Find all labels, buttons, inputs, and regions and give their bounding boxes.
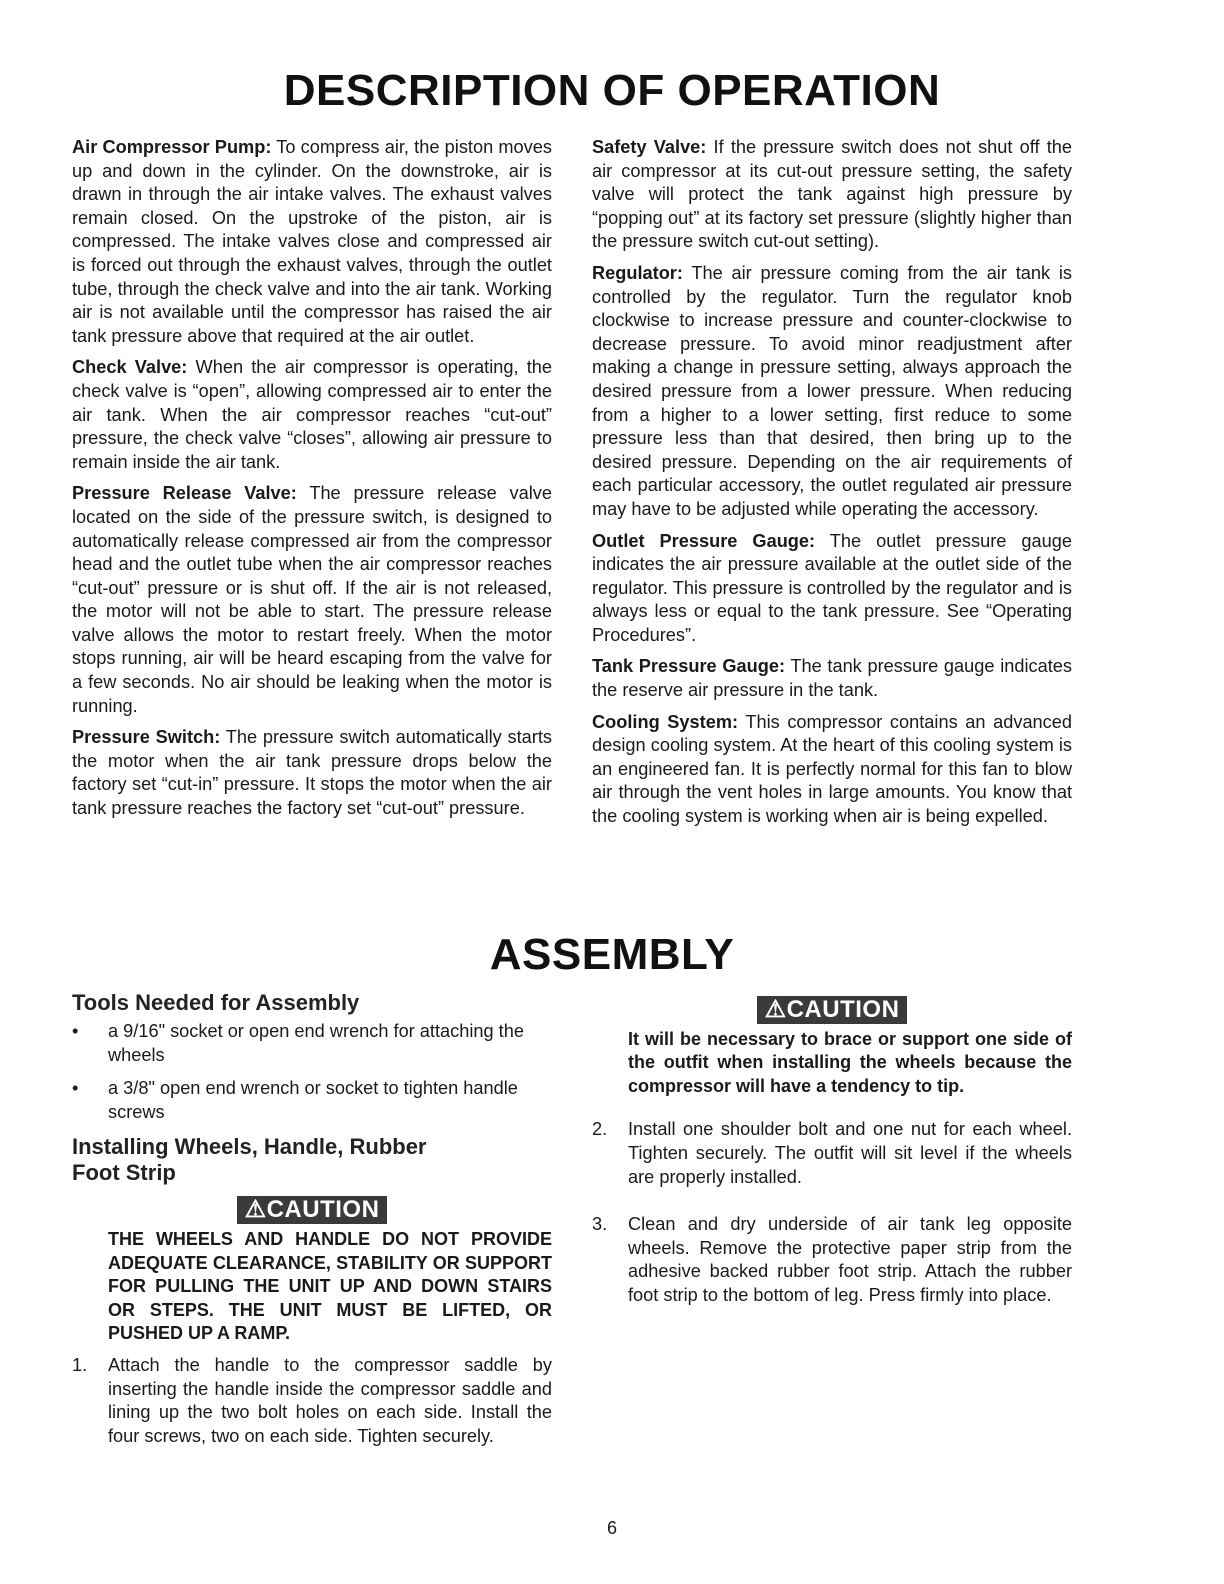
section-pressure-switch [72, 726, 552, 820]
term-label: Pressure Release Valve: [72, 483, 297, 504]
assembly-title: ASSEMBLY [489, 930, 735, 979]
assembly-left-column [72, 990, 552, 1472]
section-regulator [592, 262, 1072, 522]
caution-text: It will be necessary to brace or support one side of the outfit when installing the wheels because the compressor will have a tendency to tip. [628, 1028, 1072, 1096]
caution-label: CAUTION [266, 1196, 380, 1224]
warning-triangle-icon: ⚠ [244, 1196, 267, 1224]
step-text: Install one shoulder bolt and one nut for each wheel. Tighten securely. The outfit will sit level if the wheels are properly installed. [628, 1119, 1072, 1187]
caution-text: THE WHEELS AND HANDLE DO NOT PROVIDE ADEQUATE CLEARANCE, STABILITY OR SUPPORT FOR PULLING THE UNIT UP AND DOWN STAIRS OR STEPS. THE UNIT MUST BE LIFTED, OR PUSHED UP A RAMP. [108, 1228, 552, 1344]
section-tank-pressure-gauge [592, 655, 1072, 702]
term-text: When the air compressor is operating, the check valve is “open”, allowing compressed air to enter the air tank. When the air compressor reaches “cut-out” pressure, the check valve “closes”, allowing air pressure to remain inside the air tank. [72, 357, 552, 472]
list-item [592, 1118, 1072, 1189]
tools-list [72, 1020, 552, 1124]
section-cooling-system [592, 711, 1072, 829]
operation-left-column [72, 136, 552, 829]
assembly-right-column [592, 996, 1072, 1332]
step-number: 3. [592, 1214, 608, 1235]
term-label: Tank Pressure Gauge: [592, 656, 785, 677]
caution-label: CAUTION [786, 996, 900, 1023]
step-number: 2. [592, 1119, 608, 1140]
step-number: 1. [72, 1354, 88, 1375]
page-number: 6 [606, 1518, 617, 1538]
list-item [72, 1354, 552, 1448]
section-check-valve [72, 356, 552, 474]
tools-heading: Tools Needed for Assembly [72, 990, 360, 1015]
term-text: If the pressure switch does not shut off the air compressor at its cut-out pressure setting, the safety valve will protect the tank against high pressure by “popping out” at its factory set pressure (slightly higher than the pressure switch cut-out setting). [592, 137, 1072, 252]
page-title: DESCRIPTION OF OPERATION [283, 66, 941, 115]
term-text: The air pressure coming from the air tank is controlled by the regulator. Turn the regulator knob clockwise to increase pressure and counter-clockwise to decrease pressure. To avoid minor readjustment after making a change in pressure setting, always approach the desired pressure from a lower pressure. When reducing from a higher to a lower setting, first reduce to some pressure less than that desired, then bring up to the desired pressure. Depending on the air requirements of each particular accessory, the outlet regulated air pressure may have to be adjusted while operating the accessory. [592, 262, 1072, 519]
caution-banner [592, 996, 1072, 1024]
warning-triangle-icon: ⚠ [764, 996, 787, 1023]
operation-right-column [592, 136, 1072, 837]
term-text: The tank pressure gauge indicates the reserve air pressure in the tank. [592, 656, 1072, 701]
term-label: Check Valve: [72, 357, 188, 378]
section-safety-valve [592, 136, 1072, 254]
term-label: Safety Valve: [592, 137, 707, 157]
term-text: The outlet pressure gauge indicates the air pressure available at the outlet side of the regulator. This pressure is controlled by the regulator and is always less or equal to the tank pressure. See “Operating Procedures”. [592, 530, 1072, 645]
list-item [592, 1213, 1072, 1307]
term-text: This compressor contains an advanced design cooling system. At the heart of this cooling system is an engineered fan. It is perfectly normal for this fan to blow air through the vent holes in large amounts. You know that the cooling system is working when air is being expelled. [592, 711, 1072, 827]
section-pressure-release-valve [72, 482, 552, 718]
list-item: • a 3/8" open end wrench or socket to tighten handle screws [72, 1077, 552, 1124]
install-heading: Installing Wheels, Handle, Rubber Foot Strip [72, 1134, 427, 1186]
term-label: Air Compressor Pump: [72, 137, 272, 157]
steps-list-left [72, 1354, 552, 1448]
list-item: • a 9/16" socket or open end wrench for attaching the wheels [72, 1020, 552, 1067]
term-text: The pressure release valve located on the side of the pressure switch, is designed to automatically release compressed air from the compressor head and the outlet tube when the air compressor reaches “cut-out” pressure or is shut off. If the air is not released, the motor will not be able to start. The pressure release valve allows the motor to restart freely. When the motor stops running, air will be heard escaping from the valve for a few seconds. No air should be leaking when the motor is running. [72, 483, 552, 716]
section-air-compressor-pump [72, 136, 552, 348]
term-text: The pressure switch automatically starts the motor when the air tank pressure drops below the factory set “cut-in” pressure. It stops the motor when the air tank pressure reaches the factory set “cut-out” pressure. [72, 727, 552, 819]
term-label: Cooling System: [592, 711, 739, 732]
step-text: Clean and dry underside of air tank leg opposite wheels. Remove the protective paper strip from the adhesive backed rubber foot strip. Attach the rubber foot strip to the bottom of leg. Press firmly into place. [628, 1214, 1072, 1305]
caution-banner [72, 1196, 552, 1224]
term-label: Outlet Pressure Gauge: [592, 530, 816, 551]
term-label: Regulator: [592, 262, 683, 283]
section-outlet-pressure-gauge [592, 530, 1072, 648]
term-text: To compress air, the piston moves up and down in the cylinder. On the downstroke, air is drawn in through the air intake valves. The exhaust valves remain closed. On the upstroke of the piston, air is compressed. The intake valves close and compressed air is forced out through the exhaust valves, through the outlet tube, through the check valve and into the air tank. Working air is not available until the compressor has raised the air tank pressure above that required at the air outlet. [72, 137, 552, 346]
term-label: Pressure Switch: [72, 727, 221, 748]
steps-list-right [592, 1118, 1072, 1307]
step-text: Attach the handle to the compressor saddle by inserting the handle inside the compressor saddle and lining up the two bolt holes on each side. Install the four screws, two on each side. Tighten securely. [108, 1354, 552, 1446]
